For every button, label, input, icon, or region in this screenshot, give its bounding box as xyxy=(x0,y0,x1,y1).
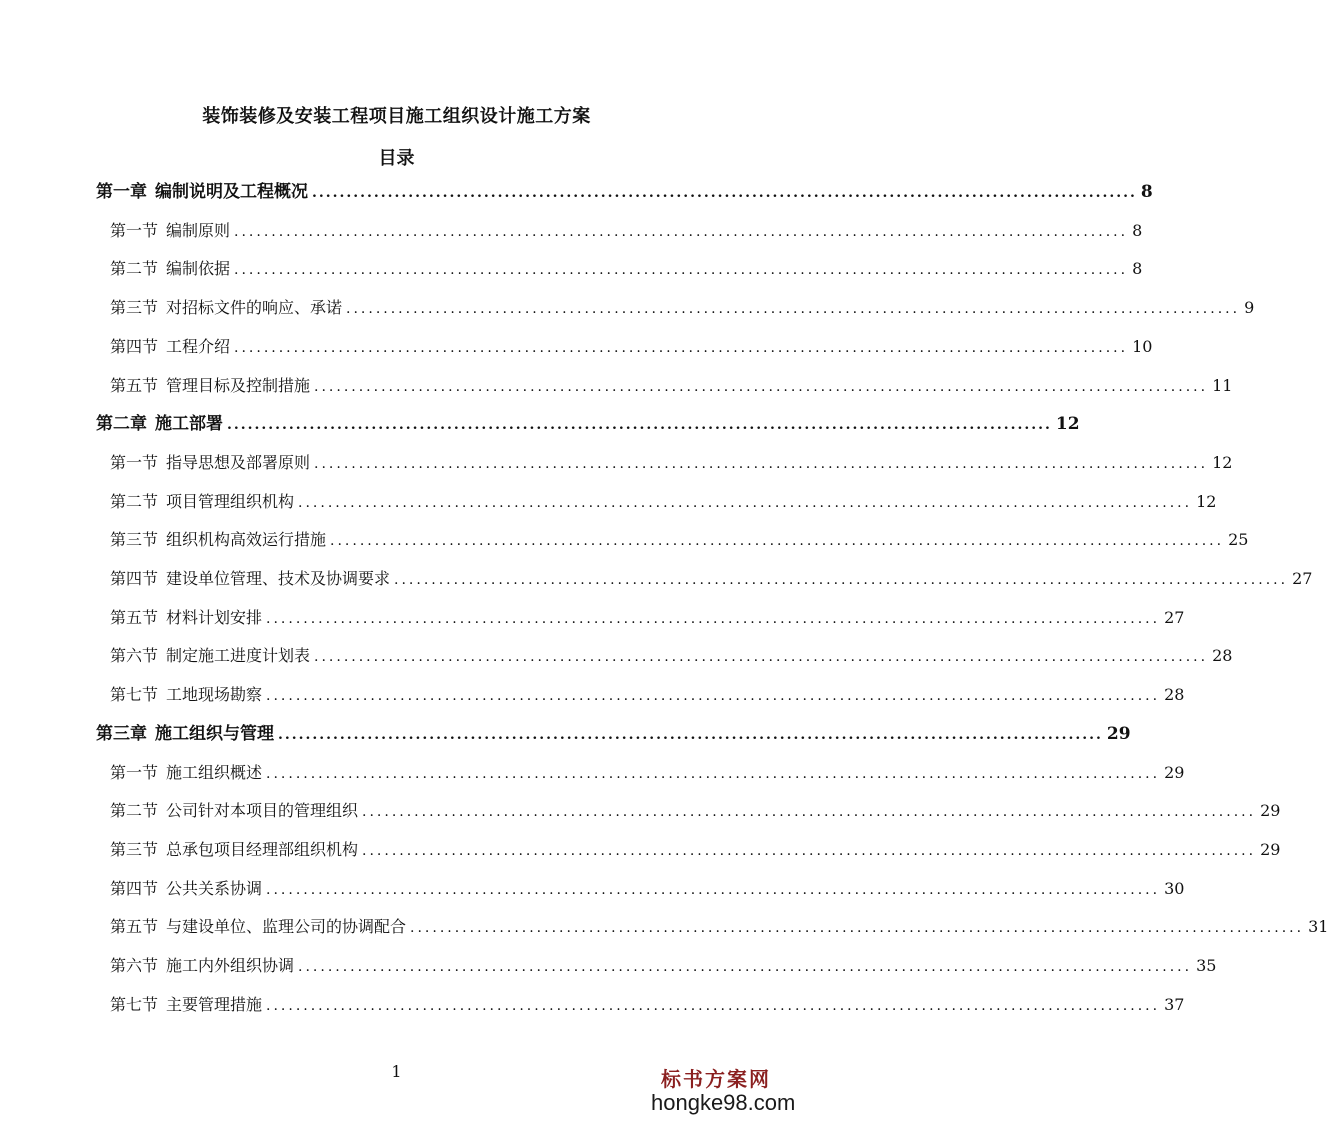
toc-entry-title: 公司针对本项目的管理组织 xyxy=(166,801,359,820)
toc-entry-number: 第一节 xyxy=(110,221,159,240)
toc-entry-label xyxy=(110,374,310,398)
toc-entry-title: 总承包项目经理部组织机构 xyxy=(166,840,359,859)
toc-dot-leader: ........................................................................................................................ xyxy=(266,611,1161,627)
toc-entry-title: 编制依据 xyxy=(166,259,231,278)
toc-entry-page: 28 xyxy=(1212,646,1233,665)
toc-entry-label xyxy=(96,180,308,204)
toc-section-entry xyxy=(110,219,1143,243)
toc-dot-leader: ........................................................................................................................ xyxy=(298,495,1193,511)
toc-entry-label xyxy=(110,296,342,320)
toc-entry-title: 对招标文件的响应、承诺 xyxy=(166,298,343,317)
toc-entry-number: 第三章 xyxy=(96,724,147,744)
toc-entry-number: 第一章 xyxy=(96,182,147,202)
toc-entry-label xyxy=(110,954,294,978)
toc-entry-label xyxy=(96,722,274,746)
toc-entry-page: 11 xyxy=(1212,376,1233,395)
toc-entry-title: 工程介绍 xyxy=(166,337,231,356)
toc-entry-number: 第五节 xyxy=(110,917,159,936)
toc-chapter-entry xyxy=(96,722,1131,746)
toc-entry-label xyxy=(110,915,406,939)
toc-entry-number: 第六节 xyxy=(110,646,159,665)
toc-entry-page: 37 xyxy=(1164,995,1185,1014)
toc-entry-number: 第二节 xyxy=(110,492,159,511)
toc-entry-number: 第一节 xyxy=(110,453,159,472)
toc-entry-title: 与建设单位、监理公司的协调配合 xyxy=(166,917,407,936)
toc-entry-number: 第二节 xyxy=(110,801,159,820)
toc-chapter-entry xyxy=(96,412,1080,436)
toc-dot-leader: ........................................................................................................................ xyxy=(346,301,1241,317)
toc-entry-title: 指导思想及部署原则 xyxy=(166,453,311,472)
toc-entry-page: 29 xyxy=(1260,801,1281,820)
toc-entry-number: 第四节 xyxy=(110,569,159,588)
toc-heading: 目录 xyxy=(378,148,415,169)
toc-entry-title: 编制原则 xyxy=(166,221,231,240)
toc-section-entry xyxy=(110,451,1233,475)
toc-entry-label xyxy=(110,683,262,707)
toc-entry-title: 建设单位管理、技术及协调要求 xyxy=(166,569,391,588)
toc-entry-label xyxy=(110,993,262,1017)
toc-section-entry xyxy=(110,528,1249,552)
toc-entry-page: 12 xyxy=(1196,492,1217,511)
toc-entry-number: 第二节 xyxy=(110,259,159,278)
toc-section-entry xyxy=(110,799,1281,823)
toc-entry-page: 25 xyxy=(1228,530,1249,549)
toc-entry-label xyxy=(110,606,262,630)
toc-dot-leader: ........................................................................................................................ xyxy=(394,572,1289,588)
toc-entry-number: 第四节 xyxy=(110,879,159,898)
toc-entry-label xyxy=(110,528,326,552)
toc-entry-label xyxy=(110,761,262,785)
toc-section-entry xyxy=(110,993,1185,1017)
toc-entry-page: 29 xyxy=(1260,840,1281,859)
toc-entry-page: 9 xyxy=(1244,298,1255,317)
toc-section-entry xyxy=(110,644,1233,668)
toc-entry-title: 施工内外组织协调 xyxy=(166,956,295,975)
toc-entry-page: 28 xyxy=(1164,685,1185,704)
toc-entry-label xyxy=(110,799,358,823)
toc-dot-leader: ........................................................................................................................ xyxy=(278,727,1103,743)
toc-entry-number: 第六节 xyxy=(110,956,159,975)
toc-entry-number: 第五节 xyxy=(110,376,159,395)
toc-entry-title: 材料计划安排 xyxy=(166,608,263,627)
toc-entry-title: 主要管理措施 xyxy=(166,995,263,1014)
toc-entry-number: 第二章 xyxy=(96,414,147,434)
toc-dot-leader: ........................................................................................................................ xyxy=(312,185,1137,201)
page-number: 1 xyxy=(391,1062,402,1081)
toc-chapter-entry xyxy=(96,180,1153,204)
toc-entry-number: 第五节 xyxy=(110,608,159,627)
toc-entry-page: 10 xyxy=(1132,337,1153,356)
toc-entry-number: 第三节 xyxy=(110,840,159,859)
toc-entry-page: 8 xyxy=(1132,221,1143,240)
toc-entry-page: 8 xyxy=(1132,259,1143,278)
toc-section-entry xyxy=(110,374,1233,398)
toc-entry-label xyxy=(110,644,310,668)
toc-entry-label xyxy=(96,412,223,436)
toc-dot-leader: ........................................................................................................................ xyxy=(410,920,1305,936)
toc-entry-page: 30 xyxy=(1164,879,1185,898)
toc-entry-label xyxy=(110,219,230,243)
toc-entry-page: 27 xyxy=(1292,569,1313,588)
watermark-logo xyxy=(651,1067,796,1115)
toc-entry-label xyxy=(110,335,230,359)
toc-entry-number: 第三节 xyxy=(110,298,159,317)
toc-entry-label xyxy=(110,490,294,514)
toc-dot-leader: ........................................................................................................................ xyxy=(227,417,1052,433)
toc-entry-title: 施工组织概述 xyxy=(166,763,263,782)
toc-entry-page: 12 xyxy=(1212,453,1233,472)
toc-entry-title: 制定施工进度计划表 xyxy=(166,646,311,665)
toc-entry-title: 项目管理组织机构 xyxy=(166,492,295,511)
toc-entry-page: 12 xyxy=(1055,414,1080,434)
watermark-site-name: 标书方案网 xyxy=(661,1067,771,1091)
toc-entry-number: 第七节 xyxy=(110,685,159,704)
toc-entry-page: 31 xyxy=(1308,917,1328,936)
document-title: 装饰装修及安装工程项目施工组织设计施工方案 xyxy=(202,106,591,127)
toc-entry-label xyxy=(110,838,358,862)
toc-section-entry xyxy=(110,761,1185,785)
toc-dot-leader: ........................................................................................................................ xyxy=(330,533,1225,549)
toc-entry-label xyxy=(110,451,310,475)
toc-section-entry xyxy=(110,683,1185,707)
toc-dot-leader: ........................................................................................................................ xyxy=(362,843,1257,859)
toc-section-entry xyxy=(110,257,1143,281)
toc-section-entry xyxy=(110,915,1328,939)
toc-entry-number: 第一节 xyxy=(110,763,159,782)
toc-entry-page: 27 xyxy=(1164,608,1185,627)
toc-entry-title: 公共关系协调 xyxy=(166,879,263,898)
toc-section-entry xyxy=(110,838,1281,862)
toc-section-entry xyxy=(110,296,1255,320)
toc-entry-page: 29 xyxy=(1106,724,1131,744)
toc-dot-leader: ........................................................................................................................ xyxy=(266,688,1161,704)
toc-dot-leader: ........................................................................................................................ xyxy=(266,998,1161,1014)
watermark-url: hongke98.com xyxy=(651,1090,796,1115)
toc-entry-title: 组织机构高效运行措施 xyxy=(166,530,327,549)
toc-dot-leader: ........................................................................................................................ xyxy=(234,224,1129,240)
toc-entry-page: 29 xyxy=(1164,763,1185,782)
toc-dot-leader: ........................................................................................................................ xyxy=(314,379,1209,395)
toc-dot-leader: ........................................................................................................................ xyxy=(266,766,1161,782)
toc-entry-title: 编制说明及工程概况 xyxy=(155,182,308,202)
toc-dot-leader: ........................................................................................................................ xyxy=(314,649,1209,665)
toc-entry-title: 施工组织与管理 xyxy=(155,724,274,744)
toc-section-entry xyxy=(110,567,1313,591)
toc-entry-title: 工地现场勘察 xyxy=(166,685,263,704)
toc-entry-page: 8 xyxy=(1140,182,1153,202)
toc-entry-label xyxy=(110,567,390,591)
toc-entry-title: 管理目标及控制措施 xyxy=(166,376,311,395)
toc-entry-label xyxy=(110,877,262,901)
toc-entry-number: 第七节 xyxy=(110,995,159,1014)
toc-entry-number: 第三节 xyxy=(110,530,159,549)
toc-entry-number: 第四节 xyxy=(110,337,159,356)
toc-section-entry xyxy=(110,877,1185,901)
toc-section-entry xyxy=(110,490,1217,514)
toc-entry-label xyxy=(110,257,230,281)
toc-dot-leader: ........................................................................................................................ xyxy=(266,882,1161,898)
toc-dot-leader: ........................................................................................................................ xyxy=(234,340,1129,356)
toc-dot-leader: ........................................................................................................................ xyxy=(234,262,1129,278)
toc-section-entry xyxy=(110,954,1217,978)
toc-dot-leader: ........................................................................................................................ xyxy=(298,959,1193,975)
toc-section-entry xyxy=(110,606,1185,630)
toc-dot-leader: ........................................................................................................................ xyxy=(362,804,1257,820)
toc-section-entry xyxy=(110,335,1153,359)
toc-dot-leader: ........................................................................................................................ xyxy=(314,456,1209,472)
toc-entry-title: 施工部署 xyxy=(155,414,223,434)
toc-entry-page: 35 xyxy=(1196,956,1217,975)
